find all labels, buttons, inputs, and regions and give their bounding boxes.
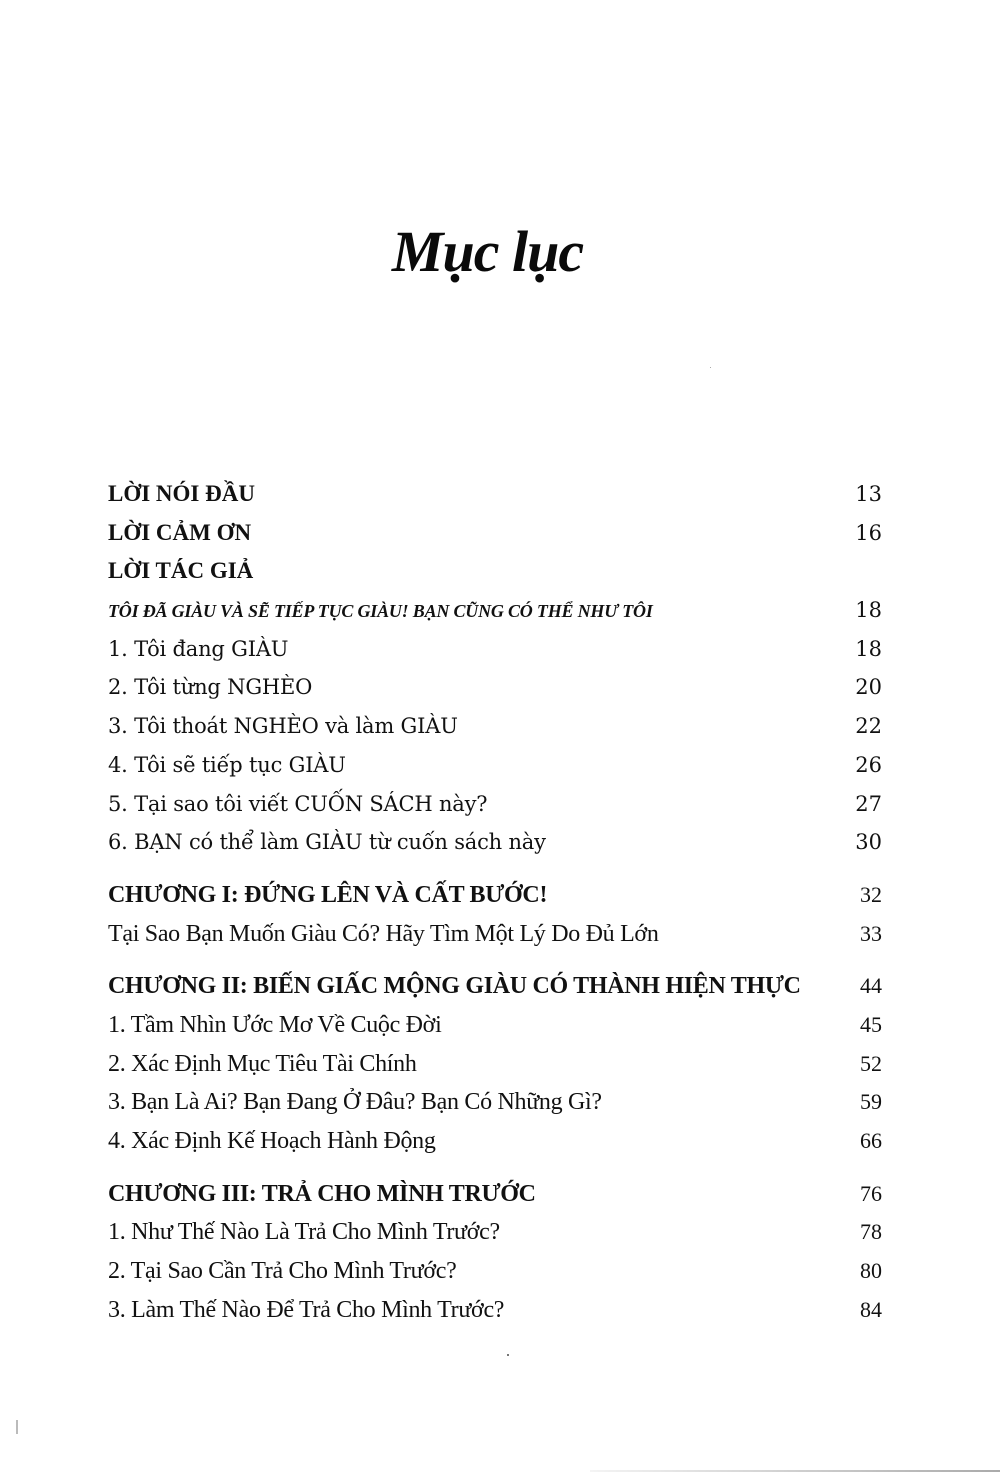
toc-entry-page: 32 bbox=[860, 881, 882, 907]
toc-entry-page: 66 bbox=[860, 1128, 882, 1153]
toc-entry bbox=[108, 915, 882, 954]
toc-entry-page: 80 bbox=[860, 1258, 882, 1284]
toc-entry-page: 18 bbox=[855, 636, 882, 661]
toc-entry-label: 4. Tôi sẽ tiếp tục GIÀU bbox=[108, 752, 346, 777]
toc-entry-label: TÔI ĐÃ GIÀU VÀ SẼ TIẾP TỤC GIÀU! BẠN CŨNG CÓ THỂ NHƯ TÔI bbox=[108, 601, 653, 622]
toc-entry-page: 30 bbox=[855, 830, 882, 855]
toc-entry-page: 26 bbox=[855, 752, 882, 777]
toc-entry-label: 3. Tôi thoát NGHÈO và làm GIÀU bbox=[108, 714, 458, 739]
toc-entry-label: LỜI NÓI ĐẦU bbox=[108, 481, 255, 506]
toc-entry-label: 1. Như Thế Nào Là Trả Cho Mình Trước? bbox=[108, 1219, 500, 1246]
toc-entry bbox=[108, 707, 882, 746]
page-title: Mục lục bbox=[391, 219, 584, 284]
toc-entry bbox=[108, 1252, 882, 1291]
toc-entry-label: 1. Tầm Nhìn Ước Mơ Về Cuộc Đời bbox=[108, 1011, 442, 1038]
toc-entry bbox=[108, 1045, 882, 1084]
toc-entry bbox=[108, 746, 882, 785]
toc-entry bbox=[108, 1083, 882, 1122]
toc-entry-page: 78 bbox=[860, 1219, 882, 1245]
toc-entry-label: 1. Tôi đang GIÀU bbox=[108, 636, 289, 661]
toc-entry-page: 59 bbox=[860, 1089, 882, 1115]
toc-entry-page: 45 bbox=[860, 1011, 882, 1037]
toc-entry-page: 13 bbox=[855, 482, 882, 506]
scan-speck bbox=[507, 1354, 509, 1356]
toc-entry-page: 84 bbox=[860, 1296, 882, 1322]
toc-entry-page: 76 bbox=[860, 1180, 882, 1206]
toc-entry-page: 22 bbox=[855, 714, 882, 739]
toc-chapter-label: CHƯƠNG II: BIẾN GIẤC MỘNG GIÀU CÓ THÀNH HIỆN THỰC bbox=[108, 973, 801, 1000]
scan-edge-mark bbox=[16, 1420, 18, 1434]
toc-entry-page: 27 bbox=[855, 791, 882, 816]
toc-entry bbox=[108, 785, 882, 824]
toc-entry-loi-tac-gia bbox=[108, 552, 882, 591]
toc-entry bbox=[108, 630, 882, 669]
toc-entry-author-subtitle bbox=[108, 591, 882, 630]
toc-entry bbox=[108, 1291, 882, 1330]
table-of-contents bbox=[108, 475, 882, 1329]
toc-entry-label: 3. Bạn Là Ai? Bạn Đang Ở Đâu? Bạn Có Những Gì? bbox=[108, 1089, 602, 1116]
toc-chapter-3 bbox=[108, 1175, 882, 1214]
toc-entry-page: 44 bbox=[860, 973, 882, 999]
toc-entry-label: 5. Tại sao tôi viết CUỐN SÁCH này? bbox=[108, 791, 488, 816]
toc-chapter-label: CHƯƠNG III: TRẢ CHO MÌNH TRƯỚC bbox=[108, 1180, 536, 1207]
toc-entry bbox=[108, 668, 882, 707]
toc-entry-label: 6. BẠN có thể làm GIÀU từ cuốn sách này bbox=[108, 830, 546, 855]
toc-entry-page: 52 bbox=[860, 1050, 882, 1076]
toc-entry-page: 16 bbox=[855, 520, 882, 545]
toc-entry-label: LỜI CẢM ƠN bbox=[108, 519, 252, 545]
toc-entry bbox=[108, 1006, 882, 1045]
toc-entry bbox=[108, 1213, 882, 1252]
toc-entry-label: 3. Làm Thế Nào Để Trả Cho Mình Trước? bbox=[108, 1296, 505, 1323]
toc-entry-loi-noi-dau bbox=[108, 475, 882, 514]
toc-entry-label: 2. Tôi từng NGHÈO bbox=[108, 675, 313, 700]
toc-chapter-1 bbox=[108, 876, 882, 915]
toc-entry bbox=[108, 1122, 882, 1161]
scan-speck bbox=[710, 367, 711, 368]
toc-entry-label: 2. Xác Định Mục Tiêu Tài Chính bbox=[108, 1050, 417, 1077]
toc-entry bbox=[108, 823, 882, 862]
toc-entry-label: 2. Tại Sao Cần Trả Cho Mình Trước? bbox=[108, 1258, 457, 1285]
toc-entry-label: Tại Sao Bạn Muốn Giàu Có? Hãy Tìm Một Lý Do Đủ Lớn bbox=[108, 920, 659, 947]
toc-entry-page: 33 bbox=[860, 920, 882, 946]
toc-chapter-label: CHƯƠNG I: ĐỨNG LÊN VÀ CẤT BƯỚC! bbox=[108, 881, 548, 908]
toc-entry-loi-cam-on bbox=[108, 514, 882, 553]
toc-entry-page: 20 bbox=[855, 675, 882, 700]
toc-chapter-2 bbox=[108, 967, 882, 1006]
toc-entry-page: 18 bbox=[855, 598, 882, 623]
toc-entry-label: 4. Xác Định Kế Hoạch Hành Động bbox=[108, 1128, 436, 1154]
toc-entry-label: LỜI TÁC GIẢ bbox=[108, 558, 254, 584]
